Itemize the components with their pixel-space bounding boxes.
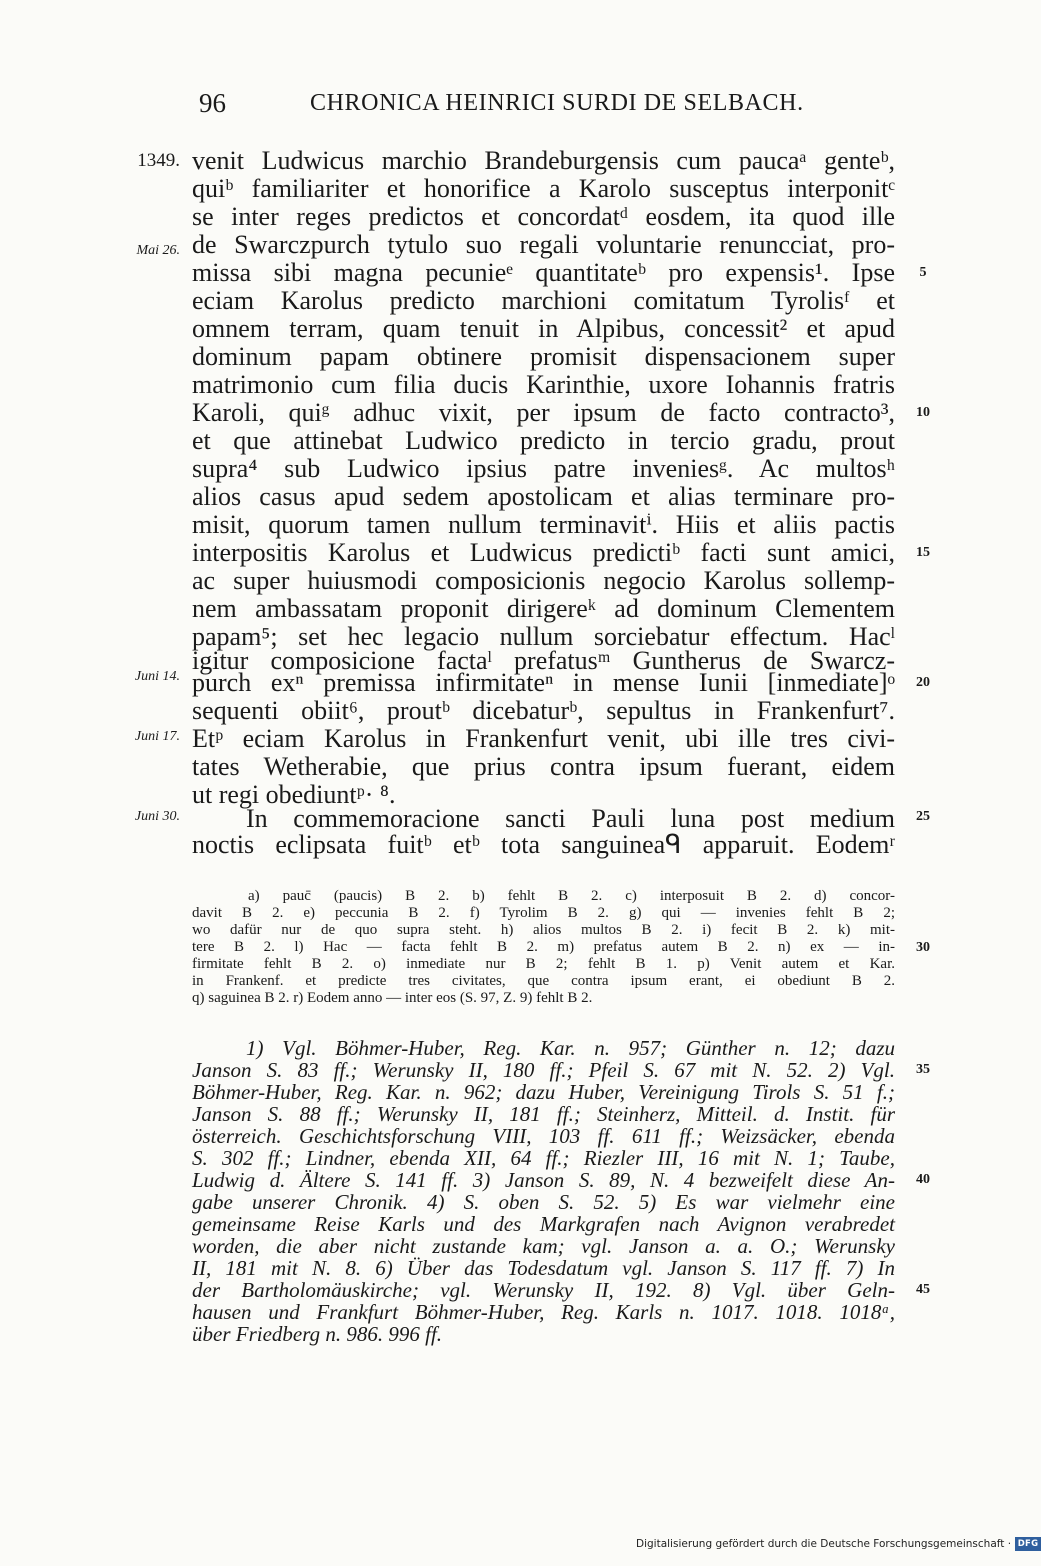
text-line: matrimonio cum filia ducis Karinthie, uxore Iohannis fratris (192, 370, 895, 399)
text-line: se inter reges predictos et concordatᵈ eosdem, ita quod ille (192, 202, 895, 231)
dfg-logo: DFG (1015, 1537, 1041, 1551)
line-number-20: 20 (916, 675, 930, 690)
line-number-5: 5 (919, 265, 927, 280)
page-number: 96 (199, 88, 226, 118)
footnote-line: 1) Vgl. Böhmer-Huber, Reg. Kar. n. 957; Günther n. 12; dazu (246, 1036, 895, 1060)
footnote-line: Janson S. 88 ff.; Werunsky II, 181 ff.; Steinherz, Mitteil. d. Instit. für (192, 1102, 895, 1126)
margin-date-mai-26: Mai 26. (136, 243, 180, 258)
footnote-line: II, 181 mit N. 8. 6) Über das Todesdatum vgl. Janson S. 117 ff. 7) In (192, 1256, 895, 1280)
footnote-line: Böhmer-Huber, Reg. Kar. n. 962; dazu Huber, Vereinigung Tirols S. 51 f.; (192, 1080, 895, 1104)
text-line: ac super huiusmodi composicionis negocio Karolus sollemp- (192, 566, 895, 595)
text-line: missa sibi magna pecunieᵉ quantitateᵇ pro expensis¹. Ipse (192, 258, 895, 287)
text-line: tates Wetherabie, que prius contra ipsum fuerant, eidem (192, 752, 895, 781)
text-line: omnem terram, quam tenuit in Alpibus, concessit² et apud (192, 314, 895, 343)
digitization-credit (636, 1533, 1041, 1557)
text-line: eciam Karolus predicto marchioni comitatum Tyrolisᶠ et (192, 286, 895, 315)
apparatus-line: davit B 2. e) peccunia B 2. f) Tyrolim B 2. g) qui — invenies fehlt B 2; (192, 905, 895, 921)
credit-text: Digitalisierung gefördert durch die Deutsche Forschungsgemeinschaft · (636, 1538, 1012, 1550)
text-line: Etᵖ eciam Karolus in Frankenfurt venit, ubi ille tres civi- (192, 724, 895, 753)
footnote-line: S. 302 ff.; Lindner, ebenda XII, 64 ff.; Riezler III, 16 mit N. 1; Taube, (192, 1146, 895, 1170)
footnote-line: gabe unserer Chronik. 4) S. oben S. 52. 5) Es war vielmehr eine (192, 1190, 895, 1214)
text-line: dominum papam obtinere promisit dispensacionem super (192, 342, 895, 371)
text-line: interpositis Karolus et Ludwicus predictiᵇ facti sunt amici, (192, 538, 895, 567)
margin-year: 1349. (137, 150, 180, 171)
line-number-30: 30 (916, 940, 930, 955)
footnote-line: Janson S. 83 ff.; Werunsky II, 180 ff.; Pfeil S. 67 mit N. 52. 2) Vgl. (192, 1058, 895, 1082)
footnote-line: hausen und Frankfurt Böhmer-Huber, Reg. Karls n. 1017. 1018. 1018ᵃ, (192, 1300, 895, 1324)
text-line: igitur composicione factaˡ prefatusᵐ Guntherus de Swarcz- (192, 646, 895, 675)
line-number-10: 10 (916, 405, 930, 420)
apparatus-line: a) pauc̄ (paucis) B 2. b) fehlt B 2. c) interposuit B 2. d) concor- (248, 888, 895, 904)
footnote-line: gemeinsame Reise Karls und des Markgrafen nach Avignon verabredet (192, 1212, 895, 1236)
margin-date-juni-14: Juni 14. (134, 669, 180, 684)
text-line: supra⁴ sub Ludwico ipsius patre inveniesᵍ. Ac multosʰ (192, 454, 895, 483)
apparatus-line: q) saguinea B 2. r) Eodem anno — inter eos (S. 97, Z. 9) fehlt B 2. (192, 990, 593, 1006)
text-line: noctis eclipsata fuitᵇ etᵇ tota sanguineaᑫ apparuit. Eodemʳ (192, 830, 895, 859)
line-number-40: 40 (916, 1172, 930, 1187)
text-line: venit Ludwicus marchio Brandeburgensis cum paucaᵃ genteᵇ, (192, 146, 895, 175)
footnote-line: worden, die aber nicht zustande kam; vgl. Janson a. a. O.; Werunsky (192, 1234, 895, 1258)
text-line: Karoli, quiᵍ adhuc vixit, per ipsum de facto contracto³, (192, 398, 895, 427)
apparatus-line: wo dafür nur de quo supra steht. h) alios multos B 2. i) fecit B 2. k) mit- (192, 922, 895, 938)
line-number-35: 35 (916, 1062, 930, 1077)
line-number-25: 25 (916, 809, 930, 824)
running-title: CHRONICA HEINRICI SURDI DE SELBACH. (310, 90, 804, 116)
text-line: nem ambassatam proponit dirigereᵏ ad dominum Clementem (192, 594, 895, 623)
footnote-line: Ludwig d. Ältere S. 141 ff. 3) Janson S. 89, N. 4 bezweifelt diese An- (192, 1168, 895, 1192)
apparatus-line: in Frankenf. et predicte tres civitates, que contra ipsum erant, ei obediunt B 2. (192, 973, 895, 989)
line-number-45: 45 (916, 1282, 930, 1297)
footnote-line: über Friedberg n. 986. 996 ff. (192, 1322, 443, 1346)
text-line: sequenti obiit⁶, proutᵇ dicebaturᵇ, sepultus in Frankenfurt⁷. (192, 696, 895, 725)
footnote-line: österreich. Geschichtsforschung VIII, 103 ff. 611 ff.; Weizsäcker, ebenda (192, 1124, 895, 1148)
apparatus-line: firmitate fehlt B 2. o) inmediate nur B 2; fehlt B 1. p) Venit autem et Kar. (192, 956, 895, 972)
text-line: et que attinebat Ludwico predicto in tercio gradu, prout (192, 426, 895, 455)
line-number-15: 15 (916, 545, 930, 560)
text-line: purch exⁿ premissa infirmitateⁿ in mense Iunii [inmediate]ᵒ (192, 668, 895, 697)
text-line: misit, quorum tamen nullum terminavitⁱ. Hiis et aliis pactis (192, 510, 895, 539)
margin-date-juni-30: Juni 30. (134, 809, 180, 824)
text-line: In commemoracione sancti Pauli luna post medium (246, 804, 895, 833)
footnote-line: der Bartholomäuskirche; vgl. Werunsky II, 192. 8) Vgl. über Geln- (192, 1278, 895, 1302)
apparatus-line: tere B 2. l) Hac — facta fehlt B 2. m) prefatus autem B 2. n) ex — in- (192, 939, 895, 955)
text-line: alios casus apud sedem apostolicam et alias terminare pro- (192, 482, 895, 511)
text-line: de Swarczpurch tytulo suo regali voluntarie renuncciat, pro- (192, 230, 895, 259)
text-line: papam⁵; set hec legacio nullum sorciebatur effectum. Hacˡ (192, 622, 895, 651)
running-head (0, 88, 1000, 124)
text-line: quiᵇ familiariter et honorifice a Karolo susceptus interponitᶜ (192, 174, 895, 203)
text-line: ut regi obediuntᵖ· ⁸. (192, 780, 396, 809)
margin-date-juni-17: Juni 17. (134, 729, 180, 744)
